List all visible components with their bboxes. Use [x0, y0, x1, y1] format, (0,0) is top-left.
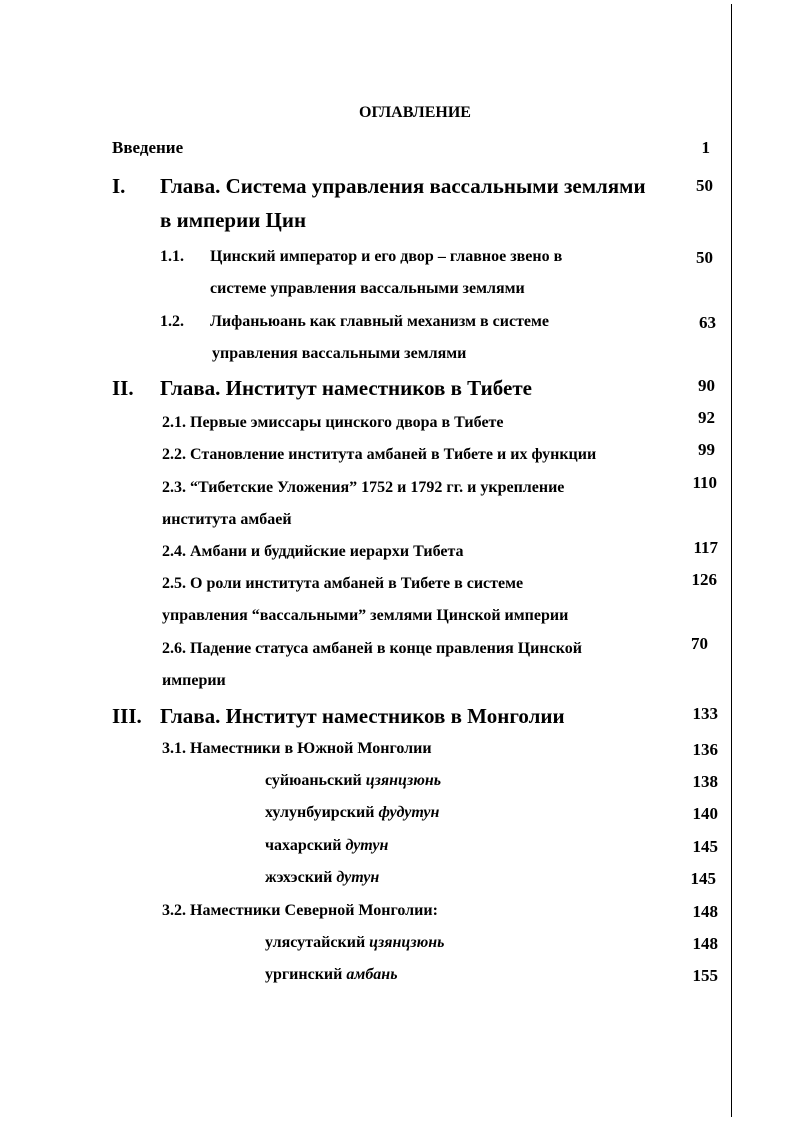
toc-s11-line2: системе управления вассальными землями	[210, 280, 525, 297]
toc-intro-label: Введение	[112, 138, 184, 157]
toc-ch2-number: II.	[112, 376, 134, 400]
toc-ch1-page: 50	[696, 176, 713, 195]
toc-s26-page: 70	[691, 634, 708, 653]
toc-s32a-page: 148	[692, 934, 718, 953]
toc-s11-line1: Цинский император и его двор – главное звено в	[210, 248, 563, 265]
toc-s25-page: 126	[691, 570, 717, 589]
toc-s23-page: 110	[692, 473, 717, 492]
toc-s31b-prefix: хулунбуирский	[265, 804, 379, 821]
toc-ch2-page: 90	[698, 376, 715, 395]
toc-s31c	[265, 837, 388, 855]
toc-s31a	[265, 772, 441, 790]
toc-s32b-prefix: ургинский	[265, 966, 347, 983]
toc-s12-number: 1.2.	[160, 313, 184, 330]
toc-ch1-title-line2: в империи Цин	[160, 208, 307, 232]
toc-s31a-term: цзянцзюнь	[365, 772, 442, 789]
toc-s31d-prefix: жэхэский	[265, 869, 337, 886]
toc-s31c-page: 145	[692, 837, 718, 856]
toc-s32b	[265, 966, 398, 984]
toc-s22-page: 99	[698, 440, 715, 459]
toc-s31-page: 136	[692, 740, 718, 759]
toc-s22-line1: 2.2. Становление института амбаней в Тибете и их функции	[162, 446, 597, 463]
toc-s32a	[265, 934, 444, 952]
toc-s11-number: 1.1.	[160, 248, 184, 265]
toc-s31b-page: 140	[692, 804, 718, 823]
toc-ch1-title-line1: Глава. Система управления вассальными землями	[160, 174, 646, 198]
toc-ch2-title: Глава. Институт наместников в Тибете	[160, 376, 532, 400]
toc-s31a-prefix: суйюаньский	[265, 772, 366, 789]
toc-s12-line2: управления вассальными землями	[212, 345, 467, 362]
toc-s31d-term: дутун	[336, 869, 380, 886]
toc-s24-page: 117	[693, 538, 718, 557]
toc-title: ОГЛАВЛЕНИЕ	[359, 104, 471, 121]
toc-s31b-term: фудутун	[378, 804, 440, 821]
toc-s25-line1: 2.5. О роли института амбаней в Тибете в системе	[162, 575, 524, 592]
toc-s32-line1: 3.2. Наместники Северной Монголии:	[162, 902, 438, 919]
toc-s23-line1: 2.3. “Тибетские Уложения” 1752 и 1792 гг. и укрепление	[162, 479, 565, 496]
toc-ch1-number: I.	[112, 174, 126, 198]
toc-s32a-prefix: улясутайский	[265, 934, 370, 951]
toc-s31-line1: 3.1. Наместники в Южной Монголии	[162, 740, 432, 757]
toc-s26-line1: 2.6. Падение статуса амбаней в конце правления Цинской	[162, 640, 582, 657]
toc-s12-page: 63	[699, 313, 716, 332]
toc-s32a-term: цзянцзюнь	[369, 934, 445, 951]
toc-s11-page: 50	[696, 248, 713, 267]
toc-s31d	[265, 869, 379, 887]
toc-s32b-page: 155	[692, 966, 718, 985]
toc-s31b	[265, 804, 439, 822]
page-edge-line	[731, 4, 732, 1117]
toc-s32-page: 148	[692, 902, 718, 921]
toc-s24-line1: 2.4. Амбани и буддийские иерархи Тибета	[162, 543, 464, 560]
toc-ch3-number: III.	[112, 704, 142, 728]
toc-s23-line2: института амбаей	[162, 511, 292, 528]
toc-s31c-term: дутун	[345, 837, 389, 854]
toc-ch3-page: 133	[692, 704, 718, 723]
toc-ch3-title: Глава. Институт наместников в Монголии	[160, 704, 565, 728]
toc-s21-line1: 2.1. Первые эмиссары цинского двора в Тибете	[162, 414, 504, 431]
toc-s26-line2: империи	[162, 672, 226, 689]
toc-s31d-page: 145	[690, 869, 716, 888]
toc-s32b-term: амбань	[346, 966, 398, 983]
toc-s12-line1: Лифаньюань как главный механизм в системе	[210, 313, 550, 330]
toc-s31c-prefix: чахарский	[265, 837, 346, 854]
toc-s31a-page: 138	[692, 772, 718, 791]
toc-s25-line2: управления “вассальными” землями Цинской империи	[162, 607, 569, 624]
toc-intro-page: 1	[701, 138, 710, 157]
toc-s21-page: 92	[698, 408, 715, 427]
